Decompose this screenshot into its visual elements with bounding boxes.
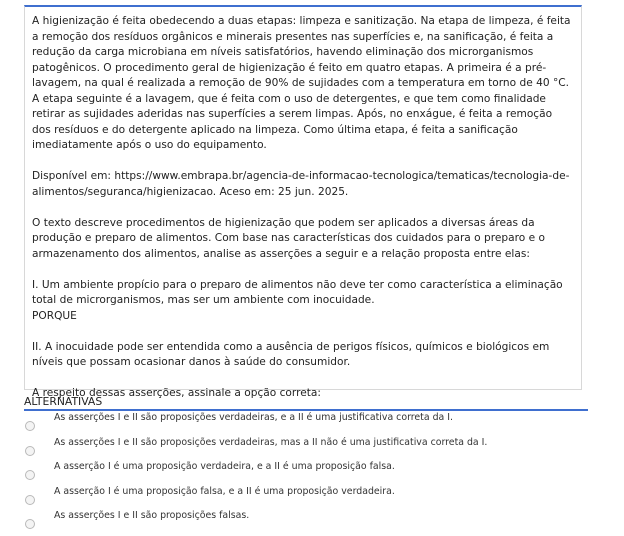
alternative-label: As asserções I e II são proposições falsas. <box>54 510 250 521</box>
question-panel <box>24 5 582 399</box>
alternative-label: As asserções I e II são proposições verdadeiras, e a II é uma justificativa correta da I. <box>54 412 453 423</box>
question-paragraph-source: Disponível em: https://www.embrapa.br/agencia-de-informacao-tecnologica/tematicas/tecnologia-de-alimentos/seguranca/higienizacao. Aceso em: 25 jun. 2025. <box>32 170 570 198</box>
assertion-one: I. Um ambiente propício para o preparo de alimentos não deve ter como característica a eliminação total de microrganismos, mas ser um ambiente com inocuidade. <box>32 278 563 306</box>
assertion-connector: PORQUE <box>32 309 77 322</box>
radio-button[interactable] <box>25 446 35 456</box>
question-prompt: A respeito dessas asserções, assinale a opção correta: <box>32 387 321 399</box>
alternative-option-d[interactable] <box>0 484 624 508</box>
assertion-two: II. A inocuidade pode ser entendida como a ausência de perigos físicos, químicos e biológicos em níveis que possam ocasionar danos à saúde do consumidor. <box>32 340 550 368</box>
radio-button[interactable] <box>25 421 35 431</box>
radio-button[interactable] <box>25 470 35 480</box>
alternative-option-c[interactable] <box>0 459 624 483</box>
radio-button[interactable] <box>25 495 35 505</box>
question-paragraph-statement: O texto descreve procedimentos de higienização que podem ser aplicados a diversas áreas da produção e preparo de alimentos. Com base nas características dos cuidados para o preparo e o armazenamento dos alimentos, analise as asserções a seguir e a relação proposta entre elas: <box>32 216 545 260</box>
alternative-label: As asserções I e II são proposições verdadeiras, mas a II não é uma justificativa correta da I. <box>54 436 488 448</box>
radio-button[interactable] <box>25 519 35 529</box>
alternative-option-a[interactable] <box>0 410 624 434</box>
alternative-option-b[interactable] <box>0 435 624 459</box>
alternatives-header: ALTERNATIVAS <box>24 395 588 411</box>
alternative-label: A asserção I é uma proposição verdadeira, e a II é uma proposição falsa. <box>54 461 395 472</box>
alternative-option-e[interactable] <box>0 508 624 532</box>
alternative-label: A asserção I é uma proposição falsa, e a II é uma proposição verdadeira. <box>54 485 395 497</box>
question-paragraph-context: A higienização é feita obedecendo a duas etapas: limpeza e sanitização. Na etapa de limpeza, é feita a remoção dos resíduos orgânicos e minerais presentes nas superfícies e, na sanificação, é feita a redução da carga microbiana em níveis satisfatórios, havendo eliminação dos microrganismos patogênicos. O procedimento geral de higienização é feito em quatro etapas. A primeira é a pré-lavagem, na qual é realizada a remoção de 90% de sujidades com a temperatura em torno de 40 °C. A etapa seguinte é a lavagem, que é feita com o uso de detergentes, e que tem como finalidade retirar as sujidades aderidas nas superfícies a serem limpas. Após, no enxágue, é feita a remoção dos resíduos e do detergente aplicado na limpeza. Como última etapa, é feita a sanificação imediatamente após o uso do equipamento. <box>32 15 571 151</box>
